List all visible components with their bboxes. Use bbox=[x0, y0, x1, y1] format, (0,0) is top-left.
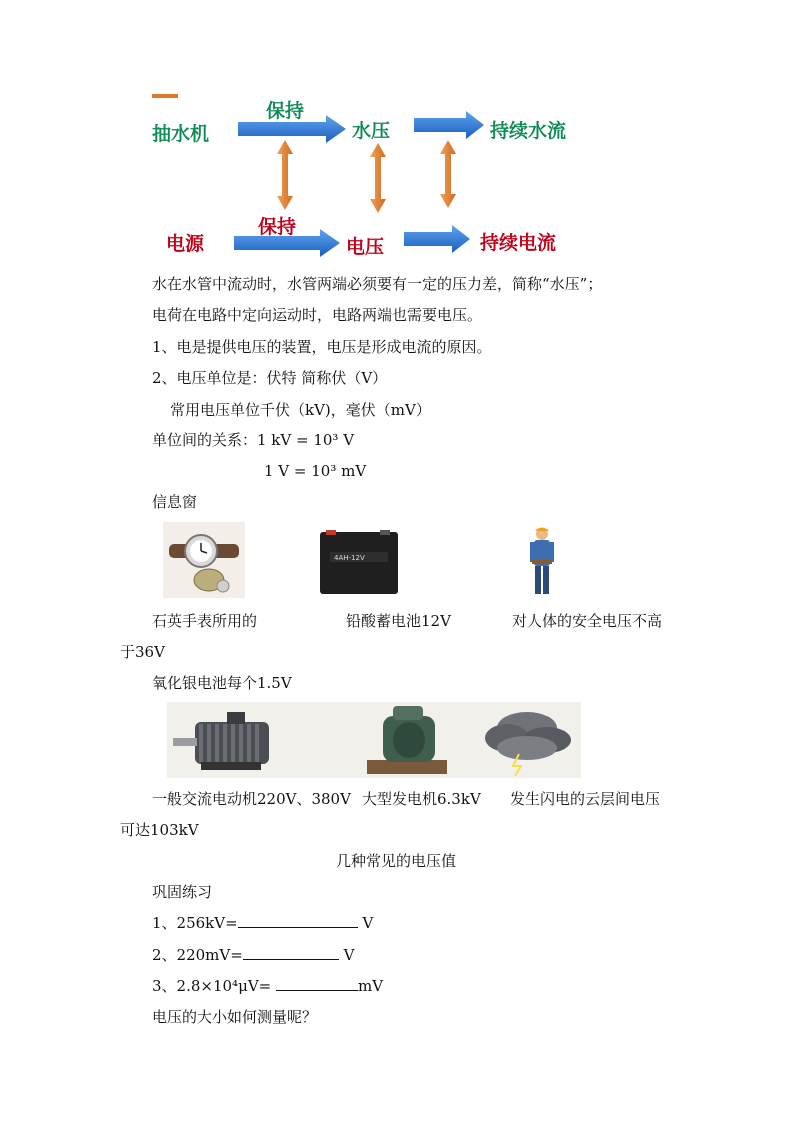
double-arrow-1 bbox=[277, 140, 293, 210]
power-equipment-strip bbox=[167, 702, 581, 778]
practice-question-2 bbox=[152, 945, 354, 965]
paragraph-point-1: 1、电是提供电压的装置，电压是形成电流的原因。 bbox=[152, 338, 492, 356]
paragraph-charge-voltage: 电荷在电路中定向运动时，电路两端也需要电压。 bbox=[152, 306, 483, 324]
arrow-voltage-to-current bbox=[404, 225, 470, 253]
battery-label: 4AH-12V bbox=[334, 554, 365, 562]
q3-prefix: 3、2.8×10⁴μV= bbox=[152, 977, 272, 995]
worker-image bbox=[520, 522, 564, 600]
q3-answer-blank[interactable] bbox=[276, 976, 358, 991]
practice-heading: 巩固练习 bbox=[152, 883, 213, 901]
q1-prefix: 1、256kV= bbox=[152, 914, 238, 932]
paragraph-common-units: 常用电压单位千伏（kV)，毫伏（mV） bbox=[170, 401, 431, 419]
caption-lightning-wrap: 可达103kV bbox=[120, 821, 199, 839]
caption-lead-battery: 铅酸蓄电池12V bbox=[346, 612, 451, 630]
closing-question: 电压的大小如何测量呢？ bbox=[152, 1008, 318, 1026]
paragraph-unit-relation-2: 1 V = 10³ mV bbox=[264, 462, 367, 480]
q2-prefix: 2、220mV= bbox=[152, 946, 243, 964]
caption-ac-motor: 一般交流电动机220V、380V bbox=[152, 790, 351, 808]
label-power-source: 电源 bbox=[166, 233, 205, 255]
label-continuous-water: 持续水流 bbox=[490, 120, 567, 142]
label-voltage: 电压 bbox=[346, 236, 385, 258]
caption-generator: 大型发电机6.3kV bbox=[362, 790, 481, 808]
arrow-pump-to-pressure bbox=[238, 115, 346, 143]
label-water-pressure: 水压 bbox=[352, 120, 391, 142]
practice-question-1 bbox=[152, 913, 373, 933]
paragraph-point-2: 2、电压单位是：伏特 简称伏（V） bbox=[152, 369, 388, 387]
lead-acid-battery-image bbox=[310, 522, 404, 600]
diagram-arrows bbox=[0, 0, 794, 270]
quartz-watch-image bbox=[163, 522, 245, 598]
q1-answer-blank[interactable] bbox=[238, 913, 358, 928]
q1-unit: V bbox=[362, 914, 374, 932]
label-continuous-current: 持续电流 bbox=[480, 232, 557, 254]
caption-quartz-watch: 石英手表所用的 bbox=[152, 612, 258, 630]
caption-silver-battery: 氧化银电池每个1.5V bbox=[152, 674, 292, 692]
caption-safe-voltage: 对人体的安全电压不高 bbox=[512, 612, 663, 630]
double-arrow-2 bbox=[370, 143, 386, 213]
practice-question-3 bbox=[152, 976, 383, 996]
figure-caption: 几种常见的电压值 bbox=[336, 852, 457, 870]
label-water-pump: 抽水机 bbox=[152, 123, 210, 145]
info-window-heading: 信息窗 bbox=[152, 493, 198, 511]
label-keep-bottom: 保持 bbox=[258, 216, 297, 238]
label-keep-top: 保持 bbox=[266, 100, 305, 122]
arrow-pressure-to-flow bbox=[414, 111, 484, 139]
caption-safe-voltage-wrap: 于36V bbox=[120, 643, 165, 661]
q3-unit: mV bbox=[358, 977, 384, 995]
paragraph-unit-relation-1: 单位间的关系：1 kV = 10³ V bbox=[152, 431, 355, 449]
paragraph-water-pressure: 水在水管中流动时，水管两端必须要有一定的压力差，简称“水压”； bbox=[152, 275, 603, 293]
q2-unit: V bbox=[343, 946, 355, 964]
caption-lightning: 发生闪电的云层间电压 bbox=[510, 790, 661, 808]
arrow-source-to-voltage bbox=[234, 229, 340, 257]
double-arrow-3 bbox=[440, 140, 456, 208]
q2-answer-blank[interactable] bbox=[243, 945, 339, 960]
